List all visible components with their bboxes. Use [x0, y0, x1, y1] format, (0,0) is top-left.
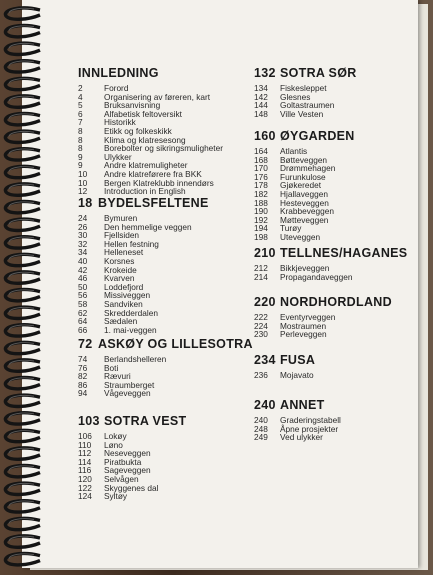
section-title: ØYGARDEN: [280, 129, 355, 143]
entry-title: Skyggenes dal: [104, 482, 159, 493]
entry-page-number: 249: [254, 432, 268, 443]
section-title: ANNET: [280, 398, 325, 412]
entry-page-number: 66: [78, 324, 88, 335]
toc-entry: [254, 216, 355, 225]
entry-page-number: 124: [78, 491, 92, 502]
spiral-loop: [5, 518, 40, 529]
entry-title: Graderingstabell: [280, 415, 341, 425]
toc-entry: [78, 389, 253, 398]
entry-page-number: 9: [78, 151, 83, 162]
entry-page-number: 248: [254, 423, 268, 434]
entry-page-number: 224: [254, 320, 268, 331]
spiral-loop: [5, 430, 40, 441]
entry-title: Andre klatreførere fra BKK: [104, 168, 202, 179]
entry-title: Bymuren: [104, 213, 138, 223]
spiral-loop: [5, 325, 40, 336]
entry-page-number: 42: [78, 264, 88, 275]
toc-section: [254, 398, 341, 442]
entry-title: Propagandaveggen: [280, 271, 353, 282]
entry-title: Bergen Klatreklubb innendørs: [104, 177, 214, 188]
entry-page-number: 190: [254, 206, 268, 217]
toc-section: [254, 353, 315, 380]
toc-entry: [254, 371, 315, 380]
entry-page-number: 40: [78, 255, 88, 266]
entry-title: Ulykker: [104, 151, 132, 162]
spiral-loop: [5, 237, 40, 248]
entry-page-number: 9: [78, 160, 83, 171]
entry-title: Vågeveggen: [104, 388, 151, 399]
entry-title: Klima og klatresesong: [104, 134, 186, 145]
entry-page-number: 8: [78, 134, 83, 145]
entry-title: Piratbukta: [104, 456, 142, 467]
entry-page-number: 164: [254, 146, 268, 156]
entry-title: Loddefjord: [104, 281, 144, 292]
entry-title: Ved ulykker: [280, 432, 323, 443]
entry-page-number: 6: [78, 108, 83, 119]
spiral-loop: [5, 8, 40, 19]
entry-page-number: 214: [254, 271, 268, 282]
entry-title: Hesteveggen: [280, 197, 329, 208]
spiral-loop: [5, 114, 40, 125]
spiral-loop: [5, 78, 40, 89]
entry-page-number: 4: [78, 91, 83, 102]
spiral-loop: [5, 149, 40, 160]
entry-title: Glesnes: [280, 91, 311, 102]
entry-page-number: 142: [254, 91, 268, 102]
entry-page-number: 34: [78, 247, 88, 258]
entry-page-number: 7: [78, 117, 83, 128]
section-heading: [254, 246, 407, 260]
toc-section: [78, 414, 186, 501]
entry-title: Uteveggen: [280, 231, 321, 242]
section-page-number: 132: [254, 66, 276, 80]
section-title: SOTRA VEST: [104, 414, 187, 428]
section-heading: [254, 129, 355, 143]
entry-page-number: 144: [254, 100, 268, 111]
spiral-loop: [5, 272, 40, 283]
spiral-loop: [5, 290, 40, 301]
spiral-loop: [5, 184, 40, 195]
toc-entry: [78, 326, 209, 335]
entry-page-number: 64: [78, 316, 88, 327]
entry-page-number: 8: [78, 143, 83, 154]
entry-page-number: 24: [78, 213, 88, 223]
entry-title: Syltøy: [104, 491, 128, 502]
book-page: [22, 0, 418, 568]
entry-title: Skredderdalen: [104, 307, 158, 318]
entry-title: Bruksanvisning: [104, 100, 161, 111]
section-title: TELLNES/HAGANES: [280, 246, 408, 260]
spiral-loop: [5, 342, 40, 353]
toc-entry: [254, 233, 355, 242]
section-heading: [78, 337, 253, 351]
spiral-loop: [5, 307, 40, 318]
entry-title: Fiskesleppet: [280, 83, 327, 93]
entry-page-number: 26: [78, 221, 88, 232]
toc-entry: [78, 257, 209, 266]
entry-page-number: 122: [78, 482, 92, 493]
spiral-loop: [5, 360, 40, 371]
spiral-loop: [5, 378, 40, 389]
entry-page-number: 178: [254, 180, 268, 191]
entry-page-number: 116: [78, 465, 92, 476]
entry-page-number: 148: [254, 108, 268, 119]
toc-entry: [78, 223, 209, 232]
spiral-loop: [5, 43, 40, 54]
toc-entry: [78, 240, 209, 249]
entry-page-number: 62: [78, 307, 88, 318]
spiral-loop: [5, 61, 40, 72]
entry-page-number: 10: [78, 168, 88, 179]
entry-page-number: 168: [254, 154, 268, 165]
entry-page-number: 170: [254, 163, 268, 174]
entry-title: Kvarven: [104, 273, 135, 284]
section-heading: [254, 353, 315, 367]
entry-title: Helleneset: [104, 247, 144, 258]
entry-page-number: 2: [78, 83, 83, 93]
entry-title: Neseveggen: [104, 448, 151, 459]
entry-title: Sageveggen: [104, 465, 151, 476]
spiral-loop: [5, 254, 40, 265]
entry-title: Perleveggen: [280, 329, 327, 340]
entry-page-number: 46: [78, 273, 88, 284]
toc-section: [254, 66, 357, 118]
entry-title: Introduction in English: [104, 186, 186, 197]
section-page-number: 234: [254, 353, 276, 367]
entry-title: Berlandshelleren: [104, 354, 167, 364]
toc-section: [78, 337, 253, 398]
entry-title: Borebolter og sikringsmuligheter: [104, 143, 223, 154]
toc-section: [254, 246, 407, 281]
entry-page-number: 50: [78, 281, 88, 292]
entry-title: Selvågen: [104, 473, 139, 484]
section-title: BYDELSFELTENE: [98, 196, 209, 210]
entry-title: Andre klatremuligheter: [104, 160, 188, 171]
section-page-number: 160: [254, 129, 276, 143]
toc-section: [78, 66, 223, 196]
entry-title: Åpne prosjekter: [280, 423, 339, 434]
entry-title: Hellen festning: [104, 238, 159, 249]
entry-page-number: 176: [254, 171, 268, 182]
section-page-number: 72: [78, 337, 93, 351]
entry-title: Bøtteveggen: [280, 154, 328, 165]
section-title: SOTRA SØR: [280, 66, 357, 80]
toc-section: [254, 295, 392, 339]
entry-page-number: 114: [78, 456, 92, 467]
section-heading: [78, 66, 223, 80]
section-page-number: 240: [254, 398, 276, 412]
section-title: ASKØY OG LILLESOTRA: [98, 337, 253, 351]
spiral-loop: [5, 26, 40, 37]
toc-section: [78, 196, 209, 334]
entry-title: Alfabetisk feltoversikt: [104, 108, 182, 119]
toc-entry: [78, 274, 209, 283]
entry-page-number: 76: [78, 362, 88, 373]
toc-entry: [78, 432, 186, 441]
entry-title: Den hemmelige veggen: [104, 221, 192, 232]
entry-title: Turøy: [280, 223, 302, 234]
entry-page-number: 236: [254, 370, 268, 380]
toc-section: [254, 129, 355, 242]
entry-page-number: 198: [254, 231, 268, 242]
section-heading: [254, 66, 357, 80]
entry-page-number: 56: [78, 290, 88, 301]
entry-page-number: 94: [78, 388, 88, 399]
entry-title: Hjallaveggen: [280, 188, 328, 199]
entry-title: Forord: [104, 83, 129, 93]
entry-title: Drømmehagen: [280, 163, 336, 174]
toc-entry: [78, 248, 209, 257]
entry-page-number: 106: [78, 431, 92, 441]
toc-entry: [78, 144, 223, 153]
entry-title: Goltastraumen: [280, 100, 335, 111]
entry-page-number: 222: [254, 312, 268, 322]
entry-title: Sandviken: [104, 298, 143, 309]
entry-page-number: 32: [78, 238, 88, 249]
entry-title: Eventyrveggen: [280, 312, 336, 322]
toc-entry: [78, 291, 209, 300]
entry-page-number: 230: [254, 329, 268, 340]
spiral-binding: [0, 0, 44, 575]
entry-page-number: 82: [78, 371, 88, 382]
spiral-loop: [5, 166, 40, 177]
entry-title: Boti: [104, 362, 119, 373]
entry-title: Atlantis: [280, 146, 308, 156]
entry-page-number: 112: [78, 448, 92, 459]
entry-title: Etikk og folkeskikk: [104, 125, 172, 136]
entry-title: Bikkjeveggen: [280, 263, 330, 273]
entry-page-number: 58: [78, 298, 88, 309]
section-page-number: 220: [254, 295, 276, 309]
toc-entry: [254, 330, 392, 339]
entry-title: 1. mai-veggen: [104, 324, 157, 335]
toc-entry: [254, 273, 407, 282]
section-heading: [254, 295, 392, 309]
section-page-number: 18: [78, 196, 93, 210]
section-heading: [78, 196, 209, 210]
spiral-loop: [5, 554, 40, 565]
entry-page-number: 12: [78, 186, 88, 197]
section-title: FUSA: [280, 353, 316, 367]
section-page-number: 210: [254, 246, 276, 260]
toc-entry: [254, 110, 357, 119]
spiral-loop: [5, 413, 40, 424]
entry-page-number: 74: [78, 354, 88, 364]
spiral-loop: [5, 483, 40, 494]
section-heading: [254, 398, 341, 412]
entry-title: Mostraumen: [280, 320, 327, 331]
entry-page-number: 110: [78, 439, 92, 450]
entry-title: Krabbeveggen: [280, 206, 334, 217]
entry-page-number: 212: [254, 263, 268, 273]
entry-title: Møtteveggen: [280, 214, 329, 225]
entry-title: Ville Vesten: [280, 108, 324, 119]
entry-title: Organisering av føreren, kart: [104, 91, 211, 102]
entry-page-number: 5: [78, 100, 83, 111]
entry-page-number: 182: [254, 188, 268, 199]
entry-page-number: 192: [254, 214, 268, 225]
entry-page-number: 10: [78, 177, 88, 188]
toc-entry: [78, 266, 209, 275]
entry-title: Krokeide: [104, 264, 137, 275]
entry-page-number: 188: [254, 197, 268, 208]
spiral-loop: [5, 501, 40, 512]
toc-entry: [78, 492, 186, 501]
spiral-loop: [5, 202, 40, 213]
toc-entry: [78, 187, 223, 196]
toc-entry: [78, 484, 186, 493]
section-heading: [78, 414, 186, 428]
entry-title: Mojavato: [280, 370, 314, 380]
entry-title: Korsnes: [104, 255, 135, 266]
entry-title: Løno: [104, 439, 123, 450]
entry-title: Straumberget: [104, 379, 155, 390]
spiral-loop: [5, 536, 40, 547]
toc-entry: [78, 309, 209, 318]
entry-title: Historikk: [104, 117, 136, 128]
entry-title: Rævuri: [104, 371, 131, 382]
entry-page-number: 194: [254, 223, 268, 234]
entry-page-number: 134: [254, 83, 268, 93]
spiral-loop: [5, 96, 40, 107]
entry-title: Furunkulose: [280, 171, 326, 182]
entry-page-number: 86: [78, 379, 88, 390]
entry-page-number: 120: [78, 473, 92, 484]
entry-page-number: 240: [254, 415, 268, 425]
spiral-loop: [5, 219, 40, 230]
spiral-loop: [5, 466, 40, 477]
toc-entry: [254, 433, 341, 442]
section-title: INNLEDNING: [78, 66, 159, 80]
entry-title: Lokøy: [104, 431, 127, 441]
section-page-number: 103: [78, 414, 100, 428]
section-title: NORDHORDLAND: [280, 295, 392, 309]
entry-title: Fjellsiden: [104, 230, 140, 241]
spiral-loop: [5, 448, 40, 459]
entry-page-number: 8: [78, 125, 83, 136]
entry-title: Sædalen: [104, 316, 138, 327]
entry-title: Missiveggen: [104, 290, 151, 301]
entry-title: Gjøkeredet: [280, 180, 322, 191]
spiral-loop: [5, 131, 40, 142]
spiral-loop: [5, 395, 40, 406]
toc-entry: [78, 110, 223, 119]
entry-page-number: 30: [78, 230, 88, 241]
